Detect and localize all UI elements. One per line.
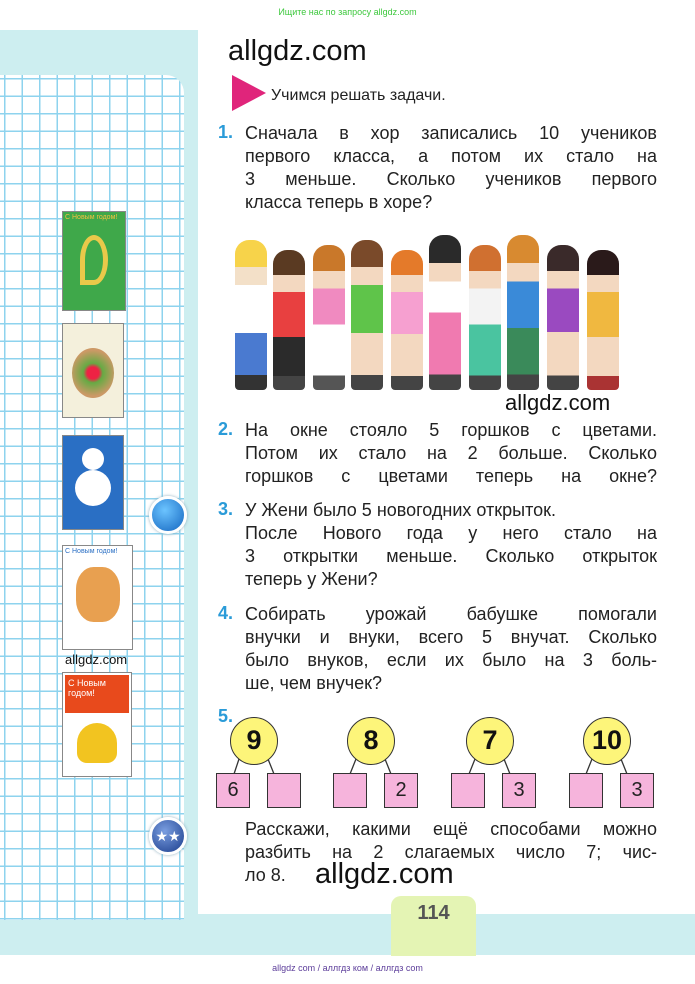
text-line: 3 открытки меньше. Сколько открыток <box>245 546 657 566</box>
new-year-card-horn <box>62 211 126 311</box>
text-line: было внуков, если их было на 3 боль- <box>245 650 657 670</box>
bells-picture <box>77 723 117 763</box>
horn-picture <box>80 235 108 285</box>
addend-box[interactable] <box>267 773 301 808</box>
addend-box: 3 <box>502 773 536 808</box>
text-line: Собирать урожай бабушке помогали <box>245 604 657 624</box>
text-line: После Нового года у него стало на <box>245 523 657 543</box>
child-figure <box>507 235 539 390</box>
new-year-card-basket <box>62 323 124 418</box>
card-caption: С Новым годом! <box>65 214 118 221</box>
total-circle: 7 <box>466 717 514 765</box>
text-line: 3 меньше. Сколько учеников первого <box>245 169 657 189</box>
addend-box: 3 <box>620 773 654 808</box>
snowman-body <box>75 470 111 506</box>
text-line: теперь у Жени? <box>245 569 378 589</box>
page-number: 114 <box>391 896 476 956</box>
number-composition-diagrams <box>214 716 664 811</box>
basket-picture <box>72 348 114 398</box>
new-year-card-bells <box>62 672 132 777</box>
bottom-watermark: allgdz com / аллгдз ком / аллгдз com <box>272 963 423 973</box>
child-figure <box>469 245 501 390</box>
text-line: Расскажи, какими ещё способами можно <box>245 819 657 839</box>
exercise-number: 5. <box>218 706 234 726</box>
text-line: У Жени было 5 новогодних открыток. <box>245 500 557 520</box>
child-figure <box>547 245 579 390</box>
text-line: внучки и внуки, всего 5 внучат. Сколько <box>245 627 657 647</box>
monkey-picture <box>76 567 120 622</box>
picture-watermark: allgdz.com <box>505 390 611 415</box>
exercise-4-text <box>245 603 657 695</box>
child-figure <box>273 250 305 390</box>
section-title: Учимся решать задачи. <box>271 87 446 104</box>
exercise-2-text <box>245 419 657 488</box>
section-marker-icon <box>232 75 266 111</box>
child-figure <box>587 250 619 390</box>
text-line: ло 8. <box>245 865 286 885</box>
exercise-number: 3. <box>218 499 234 519</box>
card-caption: С Новым годом! <box>65 548 118 555</box>
header-watermark: allgdz.com <box>228 35 367 67</box>
card-caption: С Новым годом! <box>65 675 129 713</box>
total-circle: 10 <box>583 717 631 765</box>
stars-icon: ★★ <box>149 817 187 855</box>
addend-box[interactable] <box>569 773 603 808</box>
addend-box[interactable] <box>451 773 485 808</box>
text-line: разбить на 2 слагаемых число 7; чис- <box>245 842 657 862</box>
footer-watermark: allgdz.com <box>315 858 454 890</box>
text-line: класса теперь в хоре? <box>245 192 433 212</box>
exercise-number: 1. <box>218 122 234 142</box>
total-circle: 9 <box>230 717 278 765</box>
addend-box: 6 <box>216 773 250 808</box>
grid-icon <box>149 496 187 534</box>
child-figure <box>235 240 267 390</box>
text-line: ше, чем внучек? <box>245 673 382 693</box>
child-figure <box>313 245 345 390</box>
text-line: Потом их стало на 2 больше. Сколько <box>245 443 657 463</box>
exercise-3-text <box>245 499 657 591</box>
text-line: На окне стояло 5 горшков с цветами. <box>245 420 657 440</box>
total-circle: 8 <box>347 717 395 765</box>
text-line: Сначала в хор записались 10 учеников <box>245 123 657 143</box>
text-line: горшков с цветами теперь на окне? <box>245 466 657 486</box>
addend-box[interactable] <box>333 773 367 808</box>
text-line: первого класса, а потом их стало на <box>245 146 657 166</box>
exercise-number: 4. <box>218 603 234 623</box>
snowman-head <box>82 448 104 470</box>
child-figure <box>351 240 383 390</box>
exercise-number: 2. <box>218 419 234 439</box>
top-watermark: Ищите нас по запросу allgdz.com <box>278 7 417 17</box>
addend-box: 2 <box>384 773 418 808</box>
new-year-card-snowman <box>62 435 124 530</box>
child-figure <box>391 250 423 390</box>
new-year-card-monkey <box>62 545 133 650</box>
sidebar-watermark: allgdz.com <box>65 652 128 667</box>
child-figure <box>429 235 461 390</box>
exercise-1-text <box>245 122 657 214</box>
choir-children-illustration <box>235 232 630 390</box>
